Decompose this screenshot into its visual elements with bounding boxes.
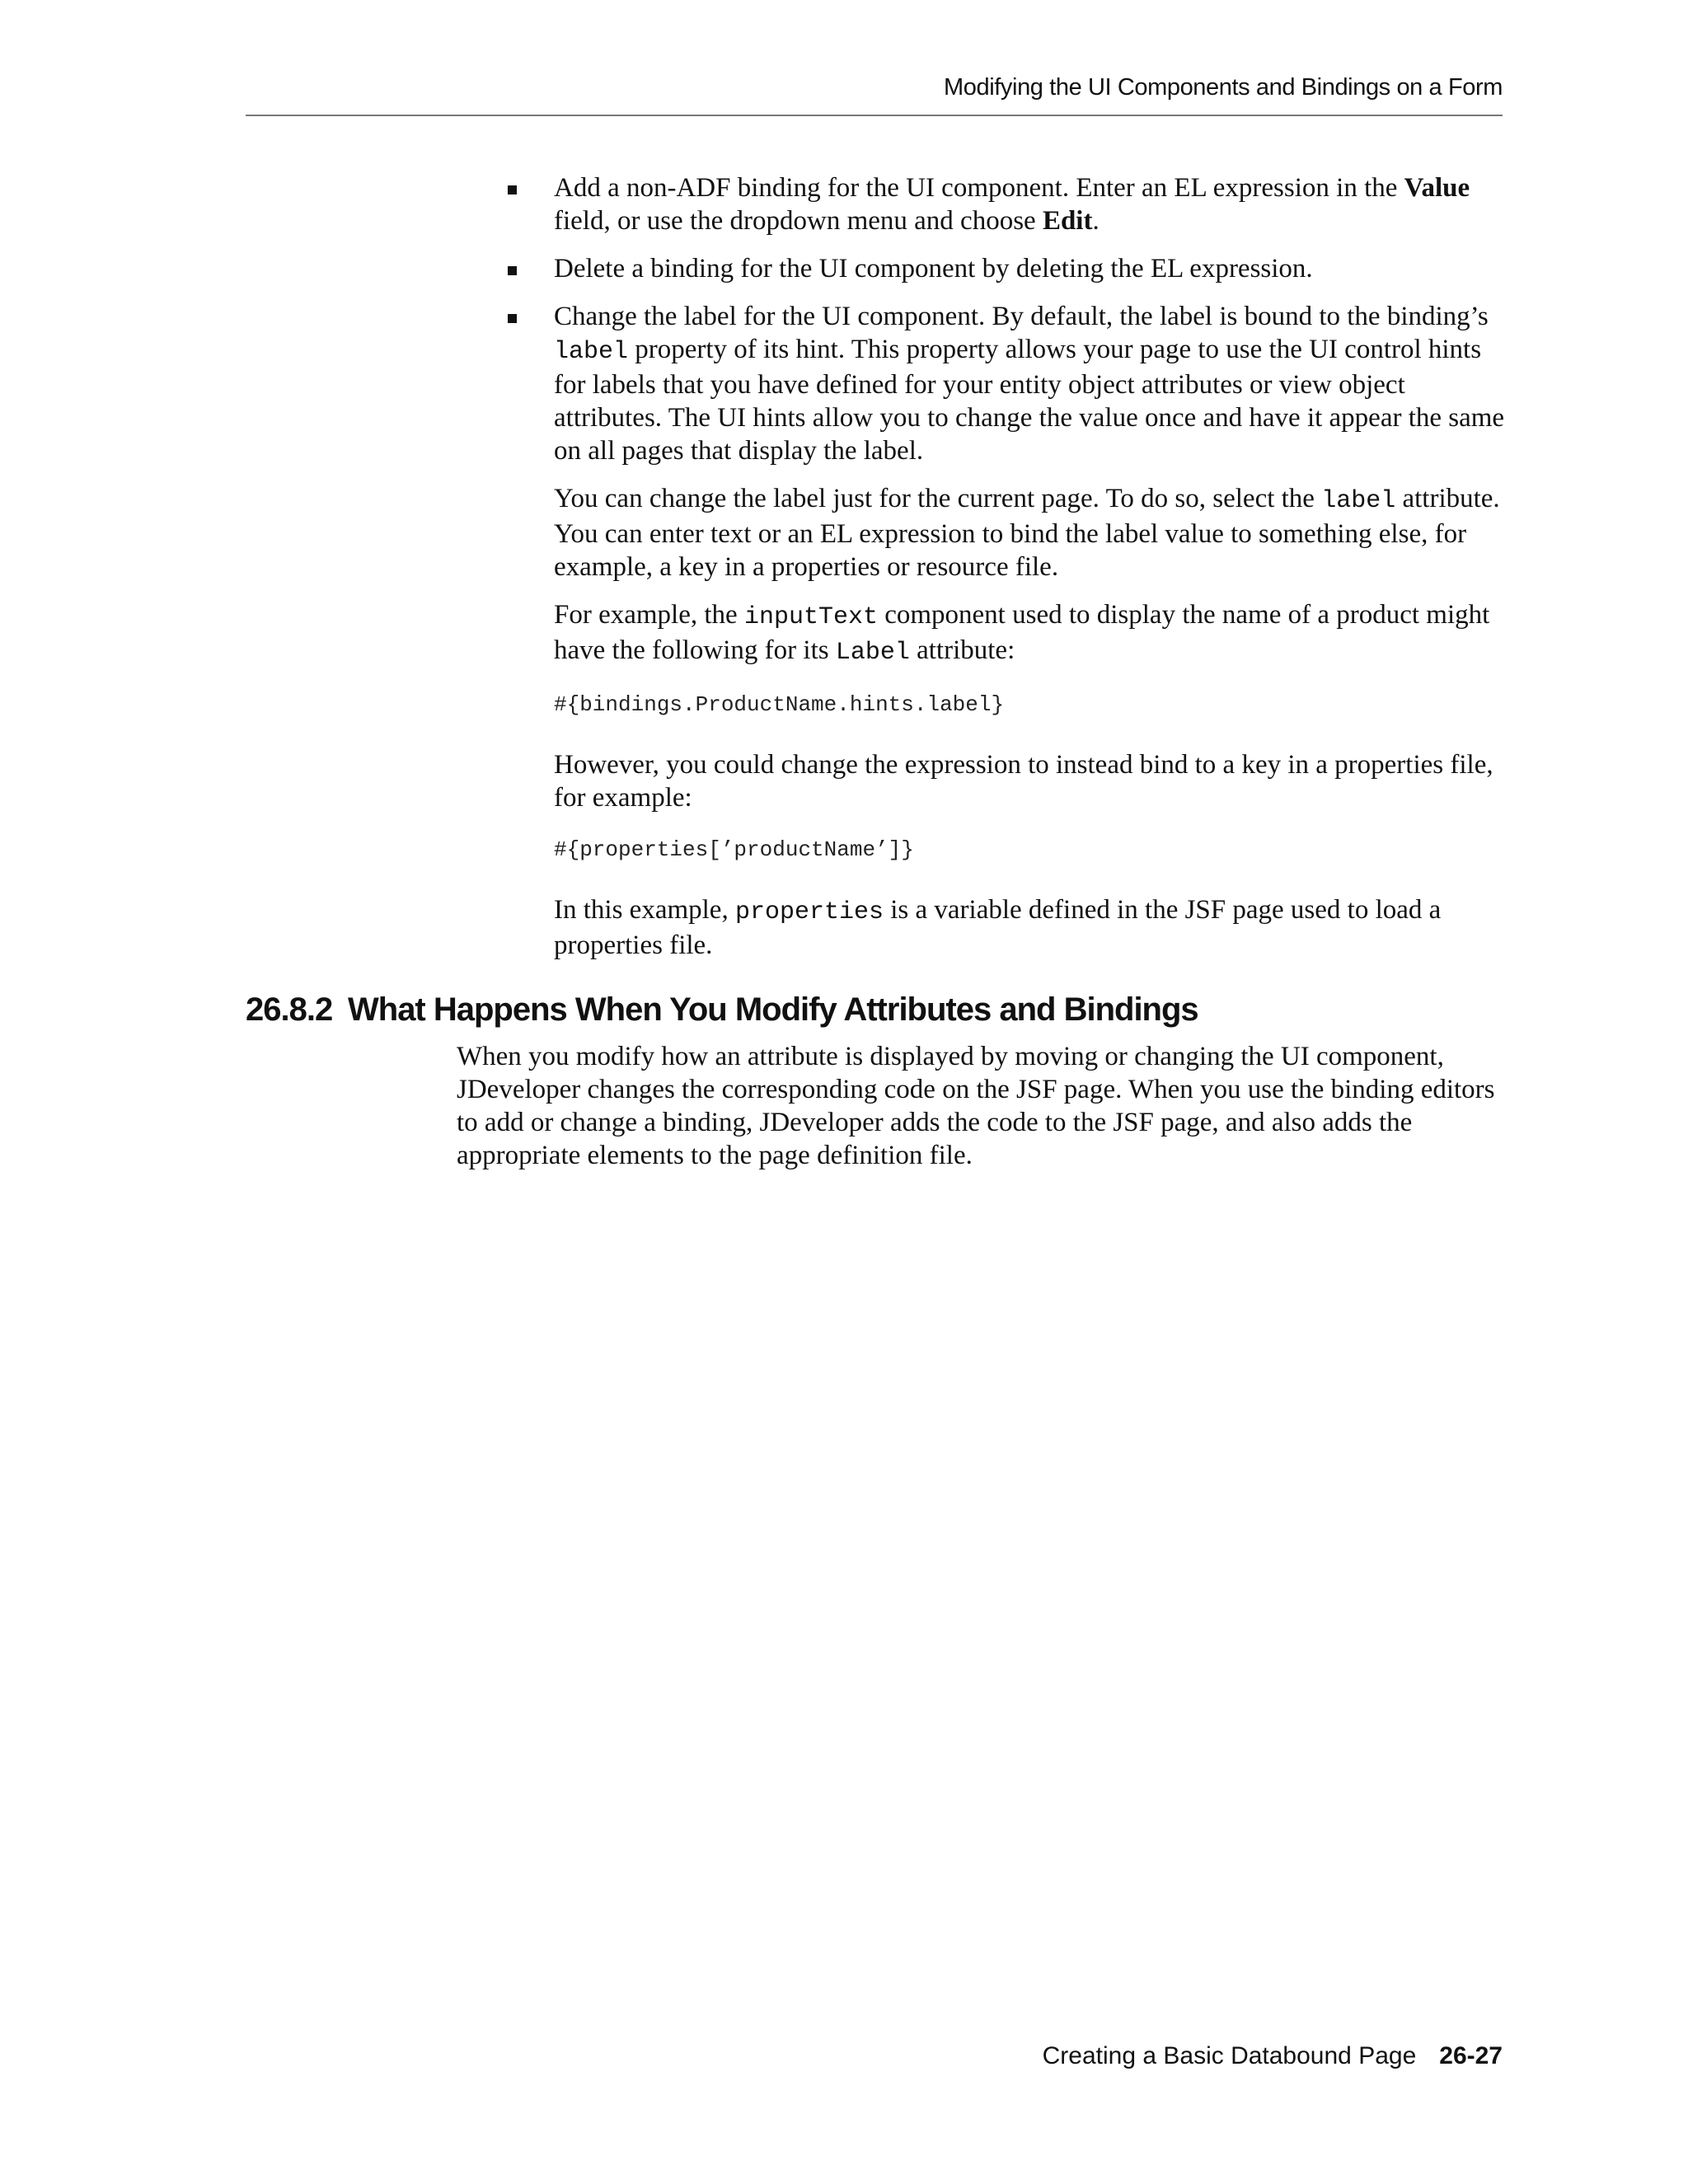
bullet-paragraph bbox=[554, 482, 1510, 583]
list-item bbox=[554, 300, 1510, 962]
running-footer bbox=[246, 2041, 1503, 2072]
inline-code: label bbox=[554, 338, 629, 366]
bullet-paragraph bbox=[554, 893, 1510, 962]
square-bullet-icon bbox=[508, 185, 517, 194]
header-rule bbox=[246, 115, 1503, 116]
inline-code: properties bbox=[734, 898, 884, 926]
inline-code: Label bbox=[835, 639, 910, 667]
text-run: is a variable defined in the JSF page used to load a properties file. bbox=[554, 895, 1442, 960]
square-bullet-icon bbox=[508, 314, 517, 323]
text-run: field, or use the dropdown menu and choose bbox=[554, 206, 1043, 236]
bullet-paragraph bbox=[554, 598, 1510, 669]
inline-code: label bbox=[1321, 487, 1396, 515]
text-run: attribute. You can enter text or an EL expression to bind the label value to something else, for example, a key in a properties or resource file. bbox=[554, 484, 1500, 582]
text-run: attribute: bbox=[909, 635, 1015, 665]
section-heading bbox=[246, 989, 1507, 1030]
running-header: Modifying the UI Components and Bindings on a Form bbox=[944, 74, 1503, 101]
text-run: . bbox=[1092, 206, 1100, 236]
bullet-paragraph bbox=[554, 300, 1510, 467]
bullet-paragraph bbox=[554, 171, 1510, 237]
bold-ui-label: Edit bbox=[1042, 206, 1093, 236]
section-body: When you modify how an attribute is displayed by moving or changing the UI component, JDeveloper changes the corresponding code on the JSF page. When you use the binding editors to add or change a binding, JDeveloper adds the code to the JSF page, and also adds the appropriate elements to the page definition file. bbox=[457, 1042, 1495, 1170]
bullet-list bbox=[554, 171, 1510, 977]
footer-chapter-title: Creating a Basic Databound Page bbox=[1042, 2042, 1417, 2069]
code-example: #{bindings.ProductName.hints.label} bbox=[554, 692, 1005, 717]
text-run: For example, the bbox=[554, 600, 744, 630]
square-bullet-icon bbox=[508, 266, 517, 275]
bullet-paragraph: Delete a binding for the UI component by deleting the EL expression. bbox=[554, 254, 1313, 284]
page-number: 26-27 bbox=[1439, 2042, 1503, 2069]
text-run: Add a non-ADF binding for the UI component. Enter an EL expression in the bbox=[554, 173, 1404, 203]
text-run: You can change the label just for the current page. To do so, select the bbox=[554, 484, 1322, 513]
bullet-paragraph: However, you could change the expression to instead bind to a key in a properties file, for example: bbox=[554, 750, 1493, 813]
section-number: 26.8.2 bbox=[246, 991, 333, 1028]
text-run: property of its hint. This property allows your page to use the UI control hints for labels that you have defined for your entity object attributes or view object attributes. The UI hints allow you to change the value once and have it appear the same on all pages that display the label. bbox=[554, 335, 1505, 466]
code-example: #{properties[’productName’]} bbox=[554, 837, 914, 862]
text-run: Change the label for the UI component. By default, the label is bound to the binding’s bbox=[554, 302, 1489, 331]
list-item bbox=[554, 171, 1510, 237]
list-item bbox=[554, 252, 1510, 285]
section-title: What Happens When You Modify Attributes and Bindings bbox=[348, 991, 1198, 1028]
text-run: In this example, bbox=[554, 895, 735, 925]
text-run: component used to display the name of a product might have the following for its bbox=[554, 600, 1490, 665]
inline-code: inputText bbox=[743, 603, 878, 631]
bold-ui-label: Value bbox=[1404, 173, 1470, 203]
